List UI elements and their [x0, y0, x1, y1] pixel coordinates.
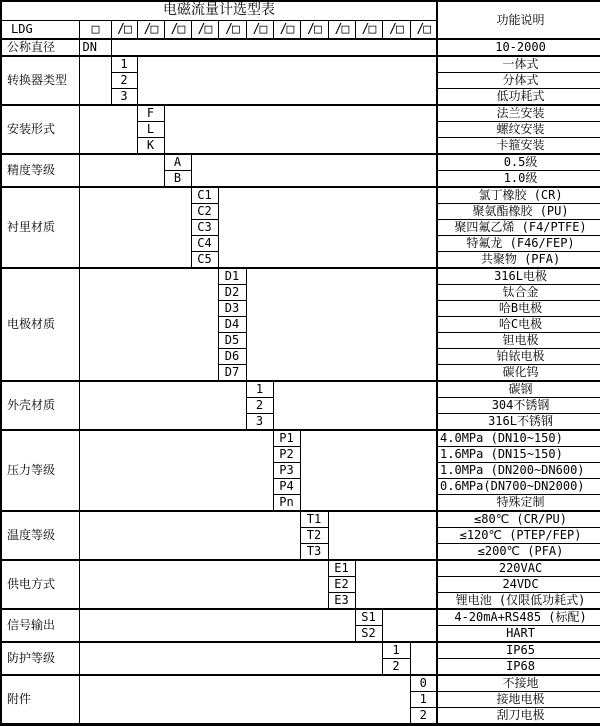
- spacer-cell: [79, 105, 137, 154]
- section-label: 防护等级: [1, 642, 79, 675]
- code-cell: 1: [410, 692, 437, 708]
- code-box: □: [79, 20, 111, 39]
- description-cell: 碳化钨: [437, 365, 600, 382]
- code-box: /□: [300, 20, 328, 39]
- description-cell: IP65: [437, 642, 600, 659]
- code-box: /□: [137, 20, 164, 39]
- spacer-cell: [355, 560, 437, 609]
- code-box: /□: [410, 20, 437, 39]
- description-cell: HART: [437, 626, 600, 643]
- description-cell: 4.0MPa (DN10~150): [437, 430, 600, 447]
- description-cell: 低功耗式: [437, 89, 600, 106]
- code-cell: P1: [273, 430, 300, 447]
- description-cell: 特殊定制: [437, 495, 600, 512]
- description-cell: 24VDC: [437, 577, 600, 593]
- code-cell: 3: [111, 89, 137, 106]
- description-cell: 铂铱电极: [437, 349, 600, 365]
- description-cell: 316L电极: [437, 268, 600, 285]
- section-row: [1, 511, 600, 528]
- model-prefix-cell: LDG: [1, 20, 79, 39]
- spacer-cell: [111, 39, 437, 56]
- description-cell: 钽电极: [437, 333, 600, 349]
- section-label: 精度等级: [1, 154, 79, 187]
- code-cell: 1: [382, 642, 410, 659]
- code-cell: 2: [382, 659, 410, 676]
- spacer-cell: [79, 187, 191, 268]
- spacer-cell: [79, 381, 246, 430]
- code-box: /□: [164, 20, 191, 39]
- description-cell: 316L不锈钢: [437, 414, 600, 431]
- section-row: [1, 154, 600, 171]
- section-label: 衬里材质: [1, 187, 79, 268]
- description-cell: 氯丁橡胶 (CR): [437, 187, 600, 204]
- code-cell: D1: [218, 268, 246, 285]
- code-cell: E2: [328, 577, 355, 593]
- section-label: 外壳材质: [1, 381, 79, 430]
- code-cell: E1: [328, 560, 355, 577]
- code-cell: E3: [328, 593, 355, 610]
- section-row: [1, 187, 600, 204]
- code-cell: A: [164, 154, 191, 171]
- code-cell: 3: [246, 414, 273, 431]
- description-cell: 聚氨酯橡胶 (PU): [437, 204, 600, 220]
- spacer-cell: [79, 154, 164, 187]
- spacer-cell: [164, 105, 437, 154]
- section-row: [1, 56, 600, 73]
- code-box: /□: [111, 20, 137, 39]
- spacer-cell: [79, 642, 382, 675]
- description-cell: 法兰安装: [437, 105, 600, 122]
- code-cell: K: [137, 138, 164, 155]
- description-cell: ≤120℃ (PTEP/FEP): [437, 528, 600, 544]
- code-cell: P4: [273, 479, 300, 495]
- code-cell: T2: [300, 528, 328, 544]
- code-cell: S2: [355, 626, 382, 643]
- code-cell: 0: [410, 675, 437, 692]
- title-row: [1, 1, 600, 20]
- section-row: [1, 39, 600, 56]
- description-cell: 0.5级: [437, 154, 600, 171]
- code-cell: 1: [246, 381, 273, 398]
- spacer-cell: [382, 609, 437, 642]
- code-cell: C5: [191, 252, 218, 269]
- description-cell: 接地电极: [437, 692, 600, 708]
- section-row: [1, 642, 600, 659]
- description-cell: 钛合金: [437, 285, 600, 301]
- spacer-cell: [79, 268, 218, 381]
- section-row: [1, 560, 600, 577]
- description-cell: 螺纹安装: [437, 122, 600, 138]
- spacer-cell: [246, 268, 437, 381]
- section-label: 安装形式: [1, 105, 79, 154]
- description-cell: 哈C电极: [437, 317, 600, 333]
- section-label: 公称直径: [1, 39, 79, 56]
- description-cell: ≤80℃ (CR/PU): [437, 511, 600, 528]
- code-cell: D3: [218, 301, 246, 317]
- code-cell: D6: [218, 349, 246, 365]
- description-cell: 特氟龙 (F46/FEP): [437, 236, 600, 252]
- code-box: /□: [355, 20, 382, 39]
- code-cell: Pn: [273, 495, 300, 512]
- code-box: /□: [218, 20, 246, 39]
- code-cell: C2: [191, 204, 218, 220]
- code-cell: 2: [246, 398, 273, 414]
- description-cell: 1.6MPa (DN15~150): [437, 447, 600, 463]
- description-cell: 一体式: [437, 56, 600, 73]
- description-cell: 碳钢: [437, 381, 600, 398]
- section-row: [1, 609, 600, 626]
- code-cell: 1: [111, 56, 137, 73]
- description-cell: 4-20mA+RS485 (标配): [437, 609, 600, 626]
- section-label: 温度等级: [1, 511, 79, 560]
- section-label: 供电方式: [1, 560, 79, 609]
- description-cell: 不接地: [437, 675, 600, 692]
- section-row: [1, 430, 600, 447]
- code-box: /□: [273, 20, 300, 39]
- code-box: /□: [382, 20, 410, 39]
- spacer-cell: [137, 56, 437, 105]
- code-cell: DN: [79, 39, 111, 56]
- spacer-cell: [273, 381, 437, 430]
- code-cell: 2: [410, 708, 437, 725]
- description-cell: 聚四氟乙烯 (F4/PTFE): [437, 220, 600, 236]
- section-label: 附件: [1, 675, 79, 725]
- code-cell: C3: [191, 220, 218, 236]
- description-cell: 1.0级: [437, 171, 600, 188]
- code-cell: D2: [218, 285, 246, 301]
- code-cell: D4: [218, 317, 246, 333]
- section-label: 信号输出: [1, 609, 79, 642]
- spacer-cell: [79, 511, 300, 560]
- code-cell: F: [137, 105, 164, 122]
- code-cell: C4: [191, 236, 218, 252]
- section-row: [1, 268, 600, 285]
- code-cell: P3: [273, 463, 300, 479]
- code-cell: T3: [300, 544, 328, 561]
- section-label: 压力等级: [1, 430, 79, 511]
- section-label: 电极材质: [1, 268, 79, 381]
- code-box: /□: [246, 20, 273, 39]
- code-cell: B: [164, 171, 191, 188]
- spacer-cell: [191, 154, 437, 187]
- spacer-cell: [79, 675, 410, 725]
- code-box: /□: [191, 20, 218, 39]
- code-cell: C1: [191, 187, 218, 204]
- description-cell: 220VAC: [437, 560, 600, 577]
- code-cell: P2: [273, 447, 300, 463]
- description-cell: 卡箍安装: [437, 138, 600, 155]
- description-cell: 锂电池 (仅限低功耗式): [437, 593, 600, 610]
- section-label: 转换器类型: [1, 56, 79, 105]
- description-cell: 304不锈钢: [437, 398, 600, 414]
- description-cell: ≤200℃ (PFA): [437, 544, 600, 561]
- code-cell: D7: [218, 365, 246, 382]
- description-cell: 分体式: [437, 73, 600, 89]
- description-cell: 1.0MPa (DN200~DN600): [437, 463, 600, 479]
- code-cell: 2: [111, 73, 137, 89]
- code-box: /□: [328, 20, 355, 39]
- spacer-cell: [79, 56, 111, 105]
- spacer-cell: [328, 511, 437, 560]
- spacer-cell: [218, 187, 437, 268]
- page-title: 电磁流量计选型表: [1, 1, 437, 20]
- description-cell: 刮刀电极: [437, 708, 600, 725]
- code-cell: L: [137, 122, 164, 138]
- description-cell: 哈B电极: [437, 301, 600, 317]
- spacer-cell: [300, 430, 437, 511]
- spacer-cell: [79, 609, 355, 642]
- spacer-cell: [79, 560, 328, 609]
- spacer-cell: [79, 430, 273, 511]
- code-cell: T1: [300, 511, 328, 528]
- description-cell: IP68: [437, 659, 600, 676]
- description-cell: 0.6MPa(DN700~DN2000): [437, 479, 600, 495]
- function-column-header: 功能说明: [437, 1, 600, 39]
- code-cell: S1: [355, 609, 382, 626]
- section-row: [1, 105, 600, 122]
- description-cell: 10-2000: [437, 39, 600, 56]
- description-cell: 共聚物 (PFA): [437, 252, 600, 269]
- code-cell: D5: [218, 333, 246, 349]
- section-row: [1, 381, 600, 398]
- section-row: [1, 675, 600, 692]
- spacer-cell: [410, 642, 437, 675]
